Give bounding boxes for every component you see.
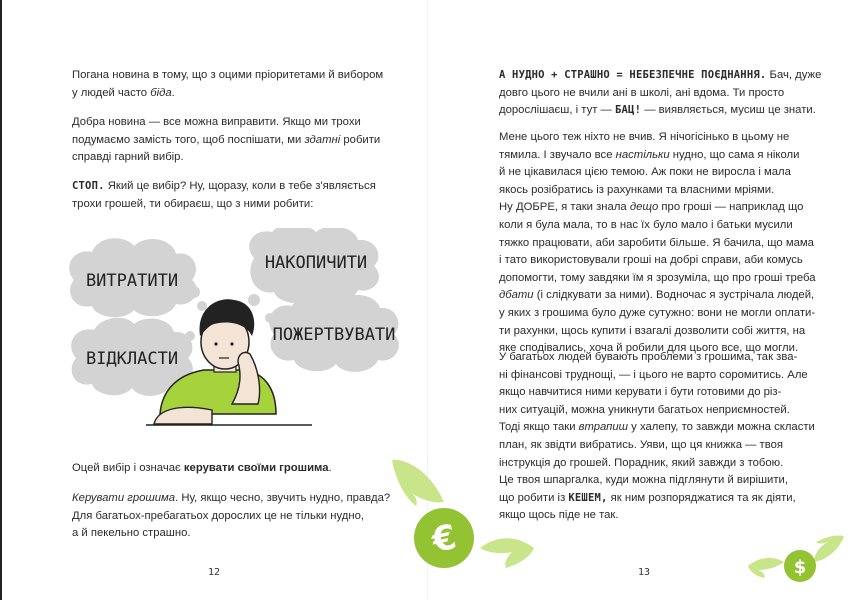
page-number-right: 13 (638, 567, 651, 578)
paragraph-good-news: Добра новина — все можна виправити. Якщо ми трохи подумаємо замість того, щоб поспішати, ми здатні робити справді гарний вибір. (72, 116, 381, 164)
left-page (0, 0, 428, 600)
cloud-save (249, 228, 379, 303)
thought-bubble (185, 331, 195, 341)
flying-euro-coin-illustration (388, 452, 538, 582)
paragraph-author-story: Мене цього теж ніхто не вчив. Я нічогісінько в цьому не тямила. І звучало все настільки нудно, що сама я ніколи й не цікавилася цією темою. Аж поки не виросла і мала якось розібратись із рахунками та власними мріями. Ну ДОБРЕ, я таки знала дещо про гроші — наприклад що коли я була мала, то в нас їх було мало і батьки мусили тяжко працювати, аби заробити більше. Я бачила, що мама і тато використовували гроші на добрі справи, аби комусь допомогти, тому завдяки їм я зрозуміла, що про гроші треба дбати (і слідкувати за ними). Водночас я зустрічала людей, у яких з грошима було дуже сутужно: вони не могли оплати- ти рахунки, щось купити і взагалі дозволити собі життя, на яке сподівались, хоча й робили для цього все, що могли. (499, 131, 816, 355)
thought-bubble (248, 294, 260, 306)
wing-left-icon (748, 558, 784, 578)
thought-bubble (188, 286, 200, 298)
thought-bubble (197, 301, 207, 311)
dollar-symbol: $ (793, 557, 807, 578)
paragraph-choice: Оцей вибір і означає керувати своїми грошима. (72, 462, 332, 474)
page-number-left: 12 (208, 567, 221, 578)
cloud-donate-label: ПОЖЕРТВУВАТИ (272, 325, 396, 345)
wing-left-icon (392, 460, 444, 506)
cloud-save-label: НАКОПИЧИТИ (264, 253, 368, 273)
paragraph-financial-difficulties: У багатьох людей бувають проблеми з грошима, так зва- ні фінансові труднощі, — і цього не варто соромитись. Але якщо навчитися ними керувати і бути готовими до різ- них ситуацій, можна уникнути багатьох неприємностей. Тоді якщо таки втрапиш у халепу, то завжди можна скласти план, як звідти вибратись. Уяви, що ця книжка — твоя інструкція до грошей. Порадник, який завжди з тобою. Це твоя шпаргалка, куди можна підглянути й вирішити, що робити із КЕШЕМ, як ним розпоряджатися та як діяти, якщо щось піде не так. (499, 351, 815, 522)
thought-bubble (265, 313, 275, 323)
thinking-boy-illustration (62, 228, 402, 443)
paragraph-bad-news: Погана новина в тому, що з оцими пріоритетами й вибором у людей часто біда. (72, 69, 384, 99)
cloud-spend-label: ВИТРАТИТИ (85, 271, 179, 291)
cloud-postpone-label: ВІДКЛАСТИ (85, 349, 179, 369)
euro-symbol: € (428, 516, 460, 562)
flying-dollar-coin-illustration (748, 530, 848, 590)
cloud-donate (269, 294, 399, 372)
paragraph-manage-money: Керувати грошима. Ну, якщо чесно, звучить нудно, правда? Для багатьох-пребагатьох дорослих це не тільки нудно, а й пекельно страшно. (72, 492, 391, 540)
paragraph-boring-scary: А НУДНО + СТРАШНО = НЕБЕЗПЕЧНЕ ПОЄДНАННЯ. Бач, дуже довго цього не вчили ані в школі, ані вдома. Ти просто дорослішаєш, і тут — БАЦ! — виявляється, мусиш це знати. (499, 69, 822, 117)
cloud-spend (69, 238, 197, 317)
paragraph-stop: СТОП. Який це вибір? Ну, щоразу, коли в тебе з'являється трохи грошей, ти обираєш, що з ними робити: (72, 180, 376, 210)
wing-right-icon (814, 535, 844, 562)
wing-right-icon (480, 538, 534, 568)
